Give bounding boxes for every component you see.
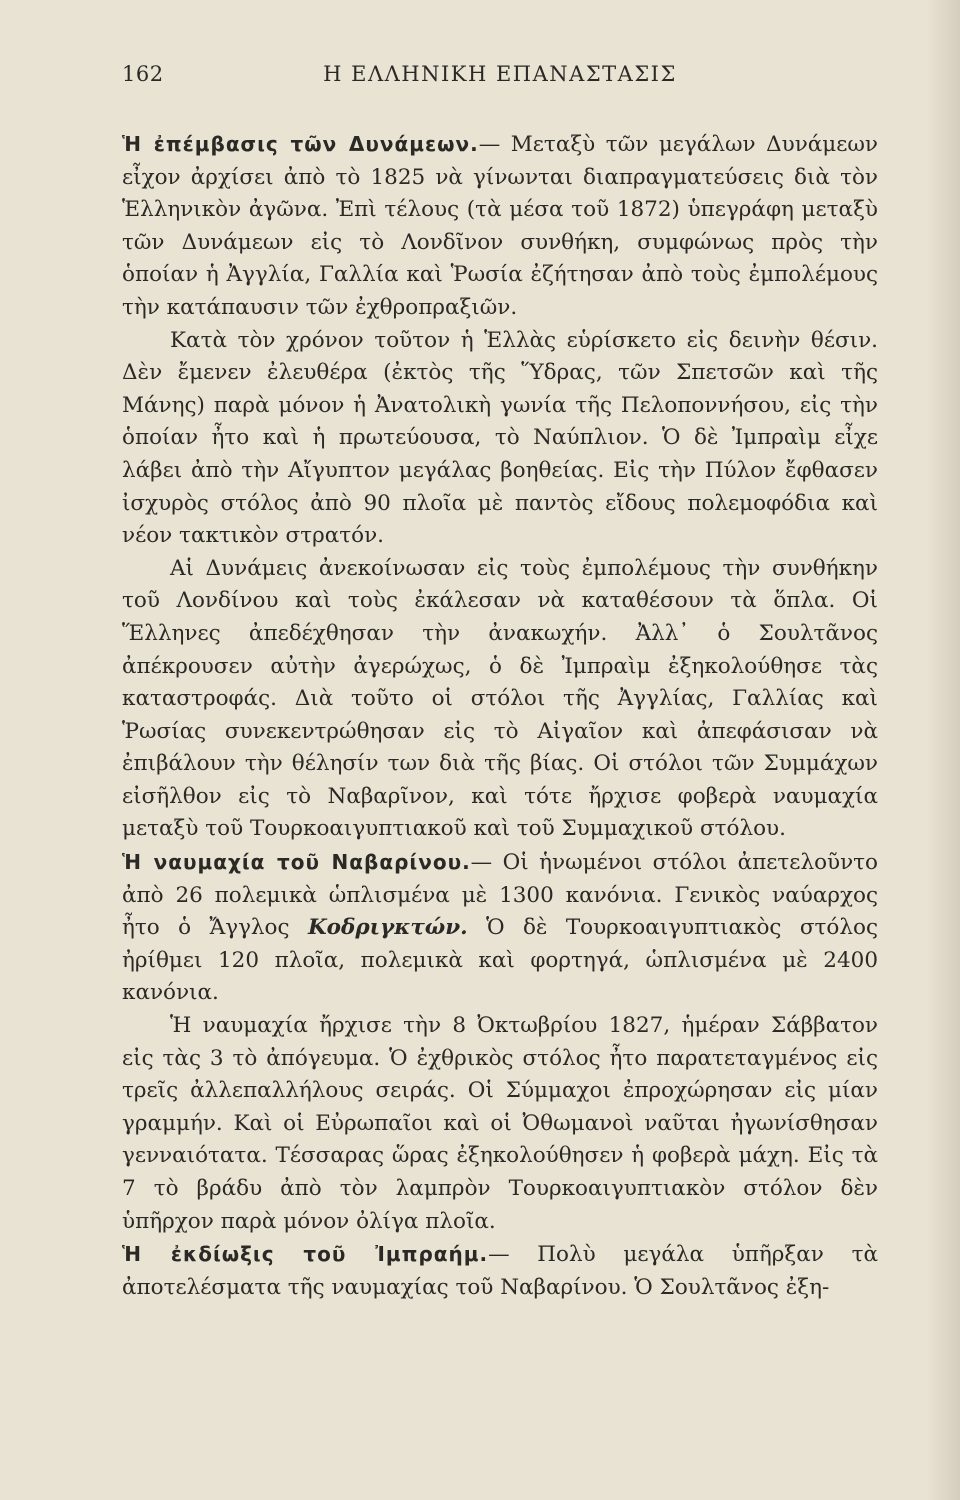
paragraph-ibrahim-expulsion bbox=[122, 1238, 878, 1304]
section-heading-ibrahim: Ἡ ἐκδίωξις τοῦ Ἰμπραήμ. bbox=[122, 1242, 489, 1267]
body-text bbox=[122, 128, 878, 1304]
admiral-name: Κοδριγκτών. bbox=[307, 915, 468, 941]
paragraph-text: Ὁ δὲ Τουρκοαιγυπτιακὸς στόλος ἠρίθμει 120 πλοῖα, πολεμικὰ καὶ φορτηγά, ὡπλισμένα μὲ 2400 κανόνια. bbox=[122, 915, 878, 1006]
running-title: Η ΕΛΛΗΝΙΚΗ ΕΠΑΝΑΣΤΑΣΙΣ bbox=[323, 62, 677, 86]
paragraph-text: Αἱ Δυνάμεις ἀνεκοίνωσαν εἰς τοὺς ἐμπολέμους τὴν συνθήκην τοῦ Λονδίνου καὶ τοὺς ἐκάλεσαν νὰ καταθέσουν τὰ ὅπλα. Οἱ Ἕλληνες ἀπεδέχθησαν τὴν ἀνακωχήν. Ἀλλ᾽ ὁ Σουλτᾶνος ἀπέκρουσεν αὐτὴν ἀγερώχως, ὁ δὲ Ἰμπραὶμ ἐξηκολούθησε τὰς καταστροφάς. Διὰ τοῦτο οἱ στόλοι τῆς Ἀγγλίας, Γαλλίας καὶ Ῥωσίας συνεκεντρώθησαν εἰς τὸ Αἰγαῖον καὶ ἀπεφάσισαν νὰ ἐπιβάλουν τὴν θέλησίν των διὰ τῆς βίας. Οἱ στόλοι τῶν Συμμάχων εἰσῆλθον εἰς τὸ Ναβαρῖνον, καὶ τότε ἤρχισε φοβερὰ ναυμαχία μεταξὺ τοῦ Τουρκοαιγυπτιακοῦ καὶ τοῦ Συμμαχικοῦ στόλου. bbox=[122, 555, 878, 842]
paragraph-powers-treaty bbox=[122, 553, 878, 846]
paragraph-intervention bbox=[122, 128, 878, 325]
paragraph-text: — Μεταξὺ τῶν μεγάλων Δυνάμεων εἶχον ἀρχίσει ἀπὸ τὸ 1825 νὰ γίνωνται διαπραγματεύσεις διὰ τὸν Ἑλληνικὸν ἀγῶνα. Ἐπὶ τέλους (τὰ μέσα τοῦ 1872) ὑπεγράφη μεταξὺ τῶν Δυνάμεων εἰς τὸ Λονδῖνον συνθήκη, συμφώνως πρὸς τὴν ὁποίαν ἡ Ἀγγλία, Γαλλία καὶ Ῥωσία ἐζήτησαν ἀπὸ τοὺς ἐμπολέμους τὴν κατάπαυσιν τῶν ἐχθροπραξιῶν. bbox=[122, 132, 878, 320]
section-heading-intervention: Ἡ ἐπέμβασις τῶν Δυνάμεων. bbox=[122, 132, 479, 156]
paragraph-greece-position bbox=[122, 325, 878, 553]
section-heading-navarino: Ἡ ναυμαχία τοῦ Ναβαρίνου. bbox=[122, 850, 471, 875]
running-head bbox=[122, 62, 878, 102]
paragraph-text: Ἡ ναυμαχία ἤρχισε τὴν 8 Ὀκτωβρίου 1827, ἡμέραν Σάββατον εἰς τὰς 3 τὸ ἀπόγευμα. Ὁ ἐχθρικὸς στόλος ἦτο παρατεταγμένος εἰς τρεῖς ἀλλεπαλλήλους σειράς. Οἱ Σύμμαχοι ἐπροχώρησαν εἰς μίαν γραμμήν. Καὶ οἱ Εὐρωπαῖοι καὶ οἱ Ὀθωμανοὶ ναῦται ἠγωνίσθησαν γενναιότατα. Τέσσαρας ὥρας ἐξηκολούθησεν ἡ φοβερὰ μάχη. Εἰς τὰ 7 τὸ βράδυ ἀπὸ τὸν λαμπρὸν Τουρκοαιγυπτιακὸν στόλον δὲν ὑπῆρχον παρὰ μόνον ὀλίγα πλοῖα. bbox=[122, 1013, 878, 1234]
paragraph-navarino-fleets bbox=[122, 846, 878, 1010]
page-number: 162 bbox=[122, 62, 164, 86]
paragraph-battle bbox=[122, 1010, 878, 1238]
paragraph-text: — Οἱ ἡνωμένοι στόλοι ἀπετελοῦντο ἀπὸ 26 πολεμικὰ ὡπλισμένα μὲ 1300 κανόνια. Γενικὸς ναύαρχος ἦτο ὁ Ἄγγλος bbox=[122, 850, 878, 941]
paragraph-text: Κατὰ τὸν χρόνον τοῦτον ἡ Ἑλλὰς εὑρίσκετο εἰς δεινὴν θέσιν. Δὲν ἔμενεν ἐλευθέρα (ἐκτὸς τῆς Ὕδρας, τῶν Σπετσῶν καὶ τῆς Μάνης) παρὰ μόνον ἡ Ἀνατολικὴ γωνία τῆς Πελοποννήσου, εἰς τὴν ὁποίαν ἦτο καὶ ἡ πρωτεύουσα, τὸ Ναύπλιον. Ὁ δὲ Ἰμπραὶμ εἶχε λάβει ἀπὸ τὴν Αἴγυπτον μεγάλας βοηθείας. Εἰς τὴν Πύλον ἔφθασεν ἰσχυρὸς στόλος ἀπὸ 90 πλοῖα μὲ παντὸς εἴδους πολεμοφόδια καὶ νέον τακτικὸν στρατόν. bbox=[122, 327, 878, 549]
paragraph-text: — Πολὺ μεγάλα ὑπῆρξαν τὰ ἀποτελέσματα τῆς ναυμαχίας τοῦ Ναβαρίνου. Ὁ Σουλτᾶνος ἐξη- bbox=[122, 1242, 878, 1300]
